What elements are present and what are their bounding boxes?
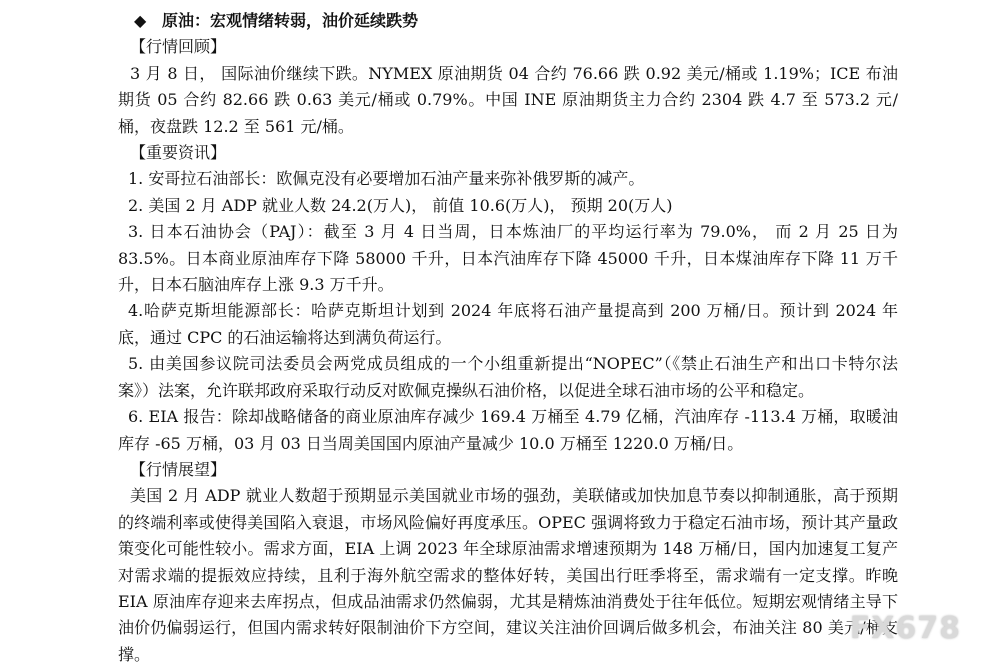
news-item-5: 5. 由美国参议院司法委员会两党成员组成的一个小组重新提出“NOPEC”（《禁止石油生产和出口卡特尔法案》）法案，允许联邦政府采取行动反对欧佩克操纵石油价格，以促进全球石油市场的公平和稳定。 xyxy=(118,354,898,400)
outlook-heading: 【行情展望】 xyxy=(130,459,227,479)
news-heading: 【重要资讯】 xyxy=(130,143,227,163)
section-title-text: 原油：宏观情绪转弱，油价延续跌势 xyxy=(162,11,419,30)
section-title xyxy=(118,8,898,34)
news-item-6: 6. EIA 报告：除却战略储备的商业原油库存减少 169.4 万桶至 4.79 亿桶，汽油库存 -113.4 万桶，取暖油库存 -65 万桶，03 月 03 日当周美国国内原油产量减少 10.0 万桶至 1220.0 万桶/日。 xyxy=(118,407,898,453)
outlook-paragraph: 美国 2 月 ADP 就业人数超于预期显示美国就业市场的强劲，美联储或加快加息节奏以抑制通胀，高于预期的终端利率或使得美国陷入衰退，市场风险偏好再度承压。OPEC 强调将致力于稳定石油市场，预计其产量政策变化可能性较小。需求方面，EIA 上调 2023 年全球原油需求增速预期为 148 万桶/日，国内加速复工复产对需求端的提振效应持续，且利于海外航空需求的整体好转，美国出行旺季将至，需求端有一定支撑。昨晚 EIA 原油库存迎来去库拐点，但成品油需求仍然偏弱，尤其是精炼油消费处于往年低位。短期宏观情绪主导下油价仍偏弱运行，但国内需求转好限制油价下方空间，建议关注油价回调后做多机会，布油关注 80 美元/桶支撑。 xyxy=(118,486,898,664)
review-heading: 【行情回顾】 xyxy=(130,37,227,57)
news-item-4: 4.哈萨克斯坦能源部长：哈萨克斯坦计划到 2024 年底将石油产量提高到 200 万桶/日。预计到 2024 年底，通过 CPC 的石油运输将达到满负荷运行。 xyxy=(118,301,898,347)
watermark-logo: FX678 xyxy=(849,611,961,646)
news-item-2: 2. 美国 2 月 ADP 就业人数 24.2(万人)， 前值 10.6(万人)， 预期 20(万人) xyxy=(128,195,673,215)
review-paragraph: 3 月 8 日， 国际油价继续下跌。NYMEX 原油期货 04 合约 76.66 跌 0.92 美元/桶或 1.19%；ICE 布油期货 05 合约 82.66 跌 0.63 美元/桶或 0.79%。中国 INE 原油期货主力合约 2304 跌 4.7 至 573.2 元/桶，夜盘跌 12.2 至 561 元/桶。 xyxy=(118,63,898,136)
news-item-3: 3. 日本石油协会（PAJ）：截至 3 月 4 日当周，日本炼油厂的平均运行率为 79.0%， 而 2 月 25 日为 83.5%。日本商业原油库存下降 58000 千升，日本汽油库存下降 45000 千升，日本煤油库存下降 11 万千升，日本石脑油库存上涨 9.3 万千升。 xyxy=(118,222,898,295)
report-body xyxy=(118,8,898,668)
news-item-1: 1. 安哥拉石油部长：欧佩克没有必要增加石油产量来弥补俄罗斯的减产。 xyxy=(128,169,645,189)
diamond-bullet-icon: ◆ xyxy=(134,11,147,30)
